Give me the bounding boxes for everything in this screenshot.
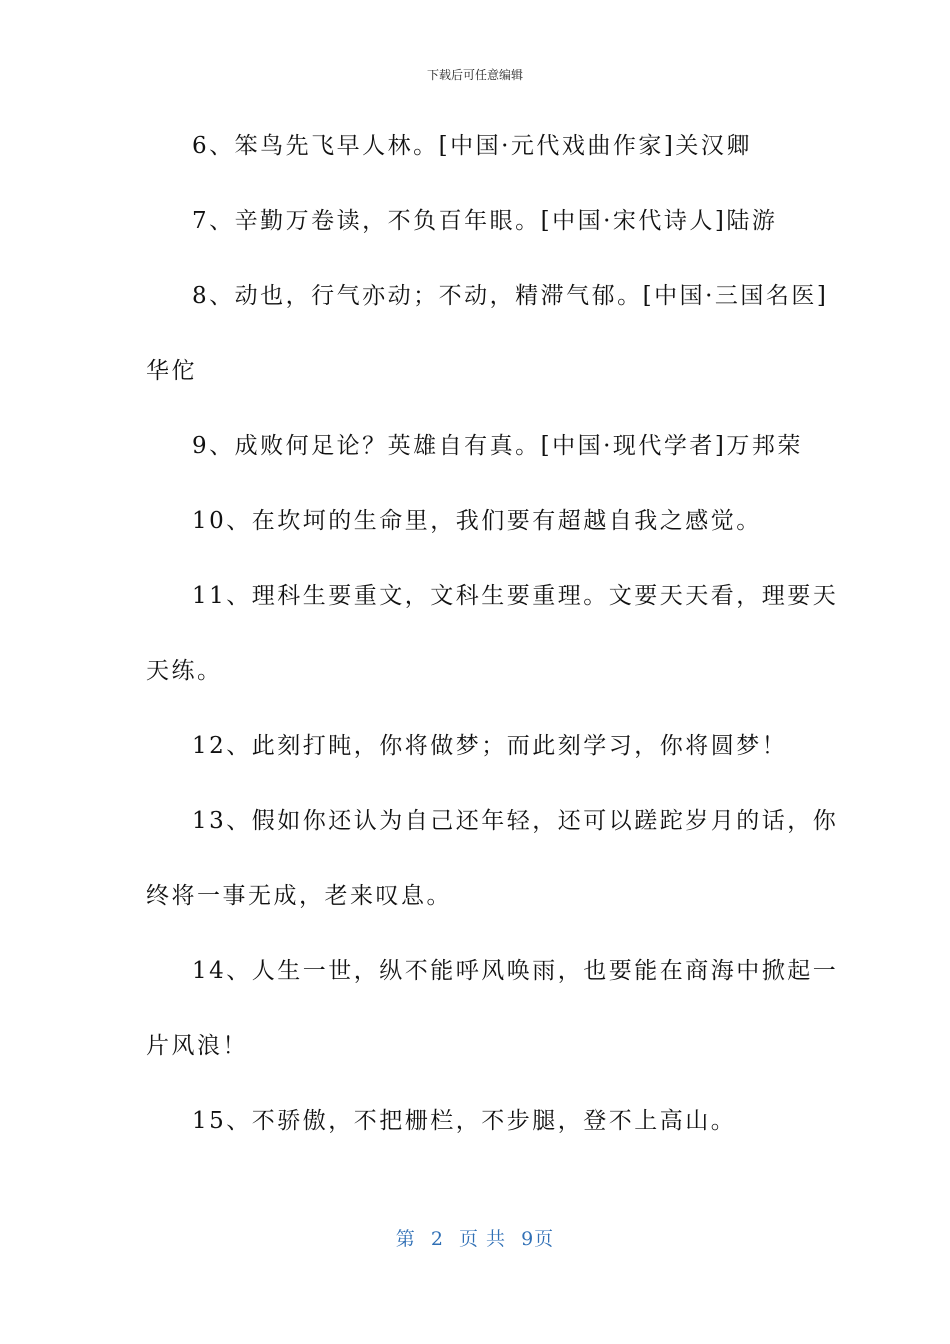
footer-prefix: 第 [395, 1228, 416, 1250]
paragraph-line: 14、人生一世，纵不能呼风唤雨，也要能在商海中掀起一 [192, 958, 839, 984]
paragraph-line: 7、辛勤万卷读，不负百年眼。[中国·宋代诗人]陆游 [192, 208, 778, 234]
footer-page-number: 2 [430, 1228, 444, 1250]
paragraph-line: 13、假如你还认为自己还年轻，还可以蹉跎岁月的话，你 [192, 808, 839, 834]
page-footer [0, 1224, 950, 1254]
paragraph-line: 11、理科生要重文，文科生要重理。文要天天看，理要天 [192, 583, 839, 609]
footer-total: 9页 [521, 1228, 555, 1250]
paragraph-line: 9、成败何足论？英雄自有真。[中国·现代学者]万邦荣 [192, 433, 803, 459]
paragraph-line: 15、不骄傲，不把栅栏，不步腿，登不上高山。 [192, 1108, 737, 1134]
document-body [146, 124, 839, 1174]
paragraph-line: 6、笨鸟先飞早人林。[中国·元代戏曲作家]关汉卿 [192, 133, 752, 159]
paragraph-line: 天练。 [146, 658, 223, 684]
paragraph-line: 终将一事无成，老来叹息。 [146, 883, 452, 909]
paragraph-line: 8、动也，行气亦动；不动，精滞气郁。[中国·三国名医] [192, 283, 829, 309]
paragraph-line: 华佗 [146, 358, 197, 384]
paragraph-line: 10、在坎坷的生命里，我们要有超越自我之感觉。 [192, 508, 762, 534]
paragraph-line: 12、此刻打盹，你将做梦；而此刻学习，你将圆梦！ [192, 733, 788, 759]
footer-mid: 页 共 [459, 1228, 507, 1250]
paragraph-line: 片风浪！ [146, 1033, 248, 1059]
page-header: 下载后可任意编辑 [426, 68, 523, 82]
